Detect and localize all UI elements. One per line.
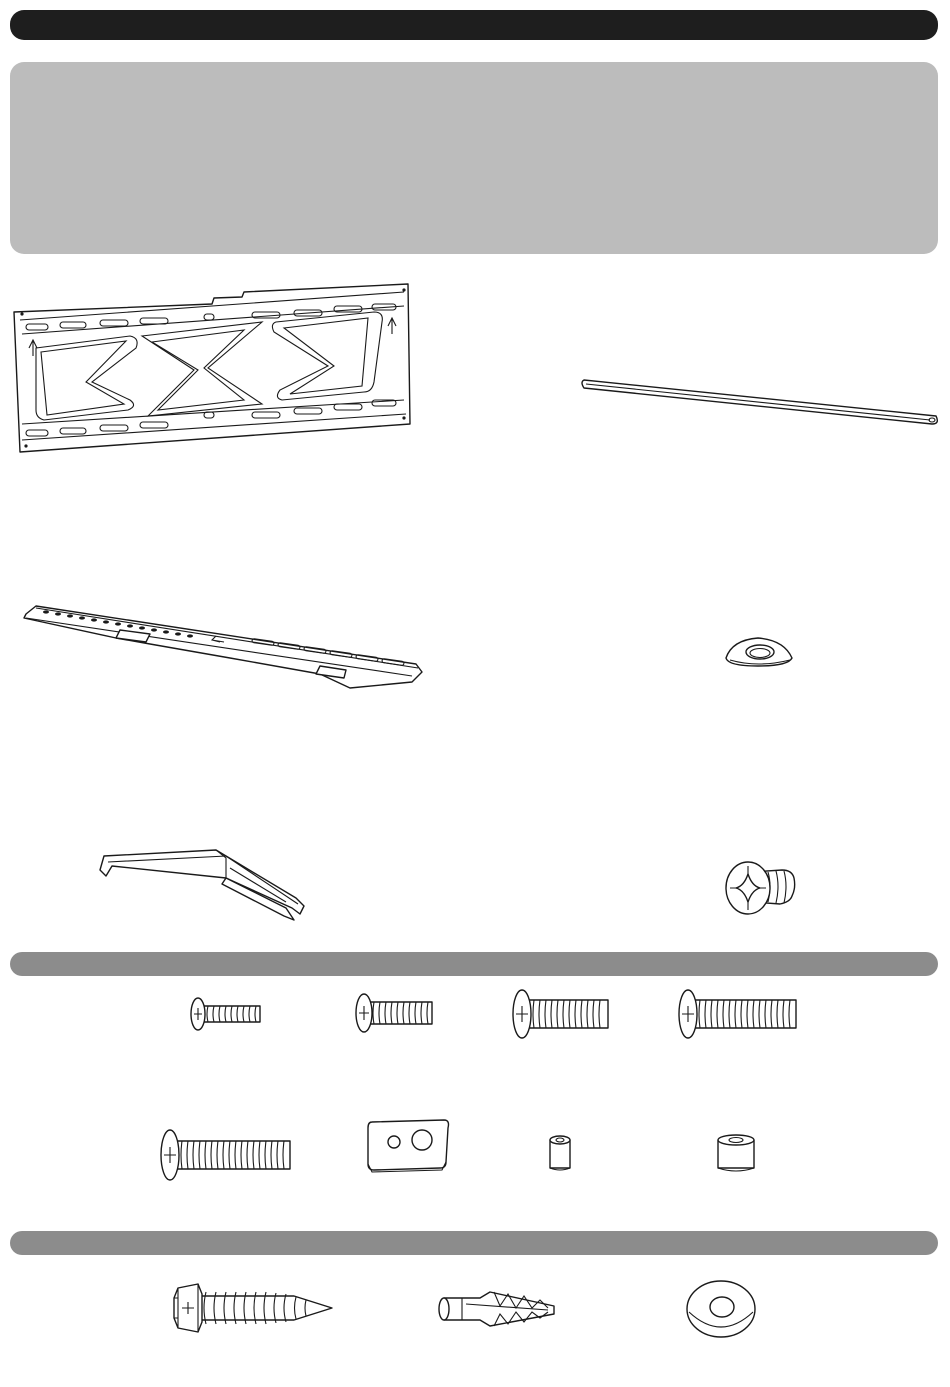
lag-bolt-illustration <box>170 1280 336 1336</box>
bolt-short <box>188 996 264 1032</box>
washer-illustration <box>684 1278 758 1340</box>
wall-plate-illustration <box>12 282 414 456</box>
plate-illustration <box>360 1118 454 1174</box>
bolt-longest <box>158 1128 296 1182</box>
wall-hardware-section-divider <box>10 1231 938 1255</box>
bolt-long <box>510 988 612 1040</box>
bracket-arm-illustration <box>20 600 428 692</box>
hook-illustration <box>96 848 312 924</box>
anchor-illustration <box>436 1286 558 1332</box>
rod-illustration <box>578 376 940 428</box>
header-bar <box>10 10 938 40</box>
flat-screw-illustration <box>722 860 798 918</box>
bolt-extra-long <box>676 988 800 1040</box>
bolt-medium <box>352 992 436 1034</box>
spacer-small <box>542 1134 578 1174</box>
intro-panel <box>10 62 938 254</box>
hardware-section-divider <box>10 952 938 976</box>
cap-illustration <box>722 636 796 670</box>
spacer-large <box>710 1132 762 1176</box>
